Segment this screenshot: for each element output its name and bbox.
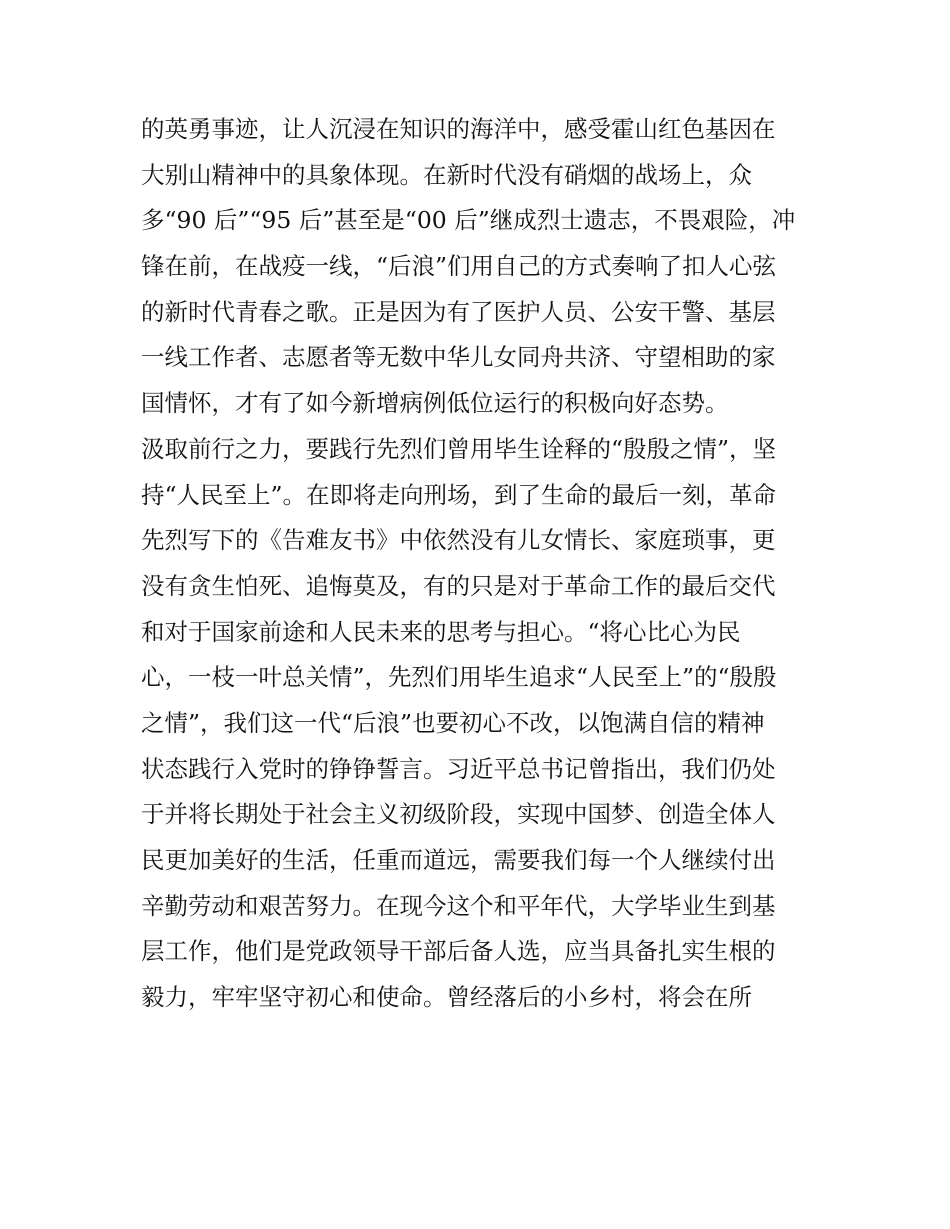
text-line: 心，一枝一叶总关情”，先烈们用毕生追求“人民至上”的“殷殷 <box>141 663 777 692</box>
text-line: 状态践行入党时的铮铮誓言。习近平总书记曾指出，我们仍处 <box>141 754 776 783</box>
text-line: 之情”，我们这一代“后浪”也要初心不改，以饱满自信的精神 <box>141 708 765 737</box>
text-line: 多“90 后”“95 后”甚至是“00 后”继成烈士遗志，不畏艰险，冲 <box>141 206 796 235</box>
text-line: 辛勤劳动和艰苦努力。在现今这个和平年代，大学毕业生到基 <box>141 891 776 920</box>
text-line: 汲取前行之力，要践行先烈们曾用毕生诠释的“殷殷之情”，坚 <box>141 434 777 463</box>
text-line: 锋在前，在战疫一线，“后浪”们用自己的方式奏响了扣人心弦 <box>141 252 777 281</box>
text-line: 持“人民至上”。在即将走向刑场，到了生命的最后一刻，革命 <box>141 480 777 509</box>
text-line: 先烈写下的《告难友书》中依然没有儿女情长、家庭琐事，更 <box>141 526 776 555</box>
text-line: 大别山精神中的具象体现。在新时代没有硝烟的战场上，众 <box>141 160 752 189</box>
body-text <box>141 107 841 1021</box>
text-line: 和对于国家前途和人民未来的思考与担心。“将心比心为民 <box>141 617 741 646</box>
text-line: 没有贪生怕死、追悔莫及，有的只是对于革命工作的最后交代 <box>141 571 776 600</box>
text-line: 国情怀，才有了如今新增病例低位运行的积极向好态势。 <box>141 389 729 418</box>
text-line: 毅力，牢牢坚守初心和使命。曾经落后的小乡村，将会在所 <box>141 983 752 1012</box>
text-line: 的英勇事迹，让人沉浸在知识的海洋中，感受霍山红色基因在 <box>141 115 776 143</box>
text-line: 一线工作者、志愿者等无数中华儿女同舟共济、守望相助的家 <box>141 343 776 372</box>
text-line: 于并将长期处于社会主义初级阶段，实现中国梦、创造全体人 <box>141 800 776 829</box>
text-line: 的新时代青春之歌。正是因为有了医护人员、公安干警、基层 <box>141 297 776 326</box>
text-line: 民更加美好的生活，任重而道远，需要我们每一个人继续付出 <box>141 846 776 874</box>
text-line: 层工作，他们是党政领导干部后备人选，应当具备扎实生根的 <box>141 937 776 966</box>
